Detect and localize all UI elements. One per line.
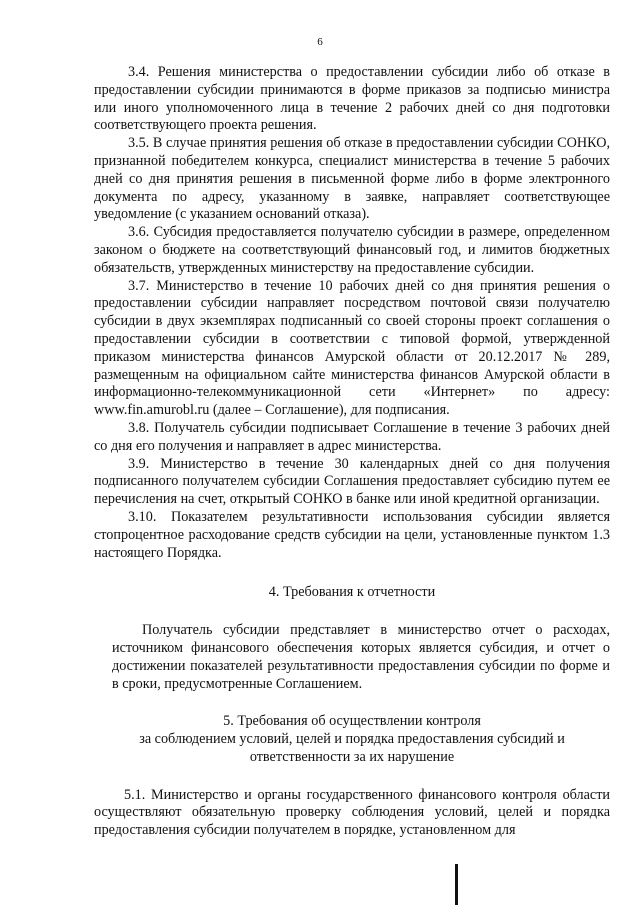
paragraph-3-5: 3.5. В случае принятия решения об отказе в предоставлении субсидии СОНКО, признанной победителем конкурса, специалист министерства в течение 5 рабочих дней со дня принятия решения в письменной форме либо в форме электронного документа по адресу, указанному в заявке, направляет соответствующее уведомление (с указанием оснований отказа). [94, 135, 610, 223]
paragraph-3-6: 3.6. Субсидия предоставляется получателю субсидии в размере, определенном законом о бюджете на соответствующий финансовый год, и лимитов бюджетных обязательств, утвержденных министерству на предоставление субсидии. [94, 224, 610, 276]
section-5-heading-line-3: ответственности за их нарушение [249, 748, 455, 765]
pen-mark [455, 864, 458, 905]
section-4-heading: 4. Требования к отчетности [268, 584, 436, 601]
paragraph-3-9: 3.9. Министерство в течение 30 календарных дней со дня получения подписанного получателем субсидии Соглашения предоставляет субсидию путем ее перечисления на счет, открытый СОНКО в банке или иной кредитной организации. [94, 455, 610, 508]
section-4-text: Получатель субсидии представляет в министерство отчет о расходах, источником финансового обеспечения которых является субсидия, и отчет о достижении показателей результативности предоставления субсидии по форме и в сроки, предусмотренные Соглашением. [112, 622, 610, 692]
paragraph-3-10: 3.10. Показателем результативности использования субсидии является стопроцентное расходование средств субсидии на цели, установленные пунктом 1.3 настоящего Порядка. [94, 508, 610, 561]
section-5-heading [94, 713, 610, 766]
paragraph-3-8: 3.8. Получатель субсидии подписывает Соглашение в течение 3 рабочих дней со дня его получения и направляет в адрес министерства. [94, 419, 610, 454]
paragraph-3-4: 3.4. Решения министерства о предоставлении субсидии либо об отказе в предоставлении субсидии принимаются в форме приказов за подписью министра или иного уполномоченного лица в течение 2 рабочих дней со дня подготовки соответствующего проекта решения. [94, 64, 610, 134]
paragraph-5-1: 5.1. Министерство и органы государственного финансового контроля области осуществляют обязательную проверку соблюдения условий, целей и порядка предоставления субсидии получателем в порядке, установленном для [94, 786, 610, 839]
document-body [94, 64, 610, 840]
page-number: 6 [317, 36, 323, 48]
section-5-heading-line-2: за соблюдением условий, целей и порядка предоставления субсидий и [139, 731, 565, 748]
paragraph-3-7: 3.7. Министерство в течение 10 рабочих дней со дня принятия решения о предоставлении субсидии направляет посредством почтовой связи получателю субсидии в двух экземплярах подписанный со своей стороны проект соглашения о предоставлении субсидии в соответствии с типовой формой, утвержденной приказом министерства финансов Амурской области от 20.12.2017 № 289, размещенным на официальном сайте министерства финансов Амурской области в информационно-телекоммуникационной сети «Интернет» по адресу: www.fin.amurobl.ru (далее – Соглашение), для подписания. [94, 277, 610, 419]
section-5-heading-line-1: 5. Требования об осуществлении контроля [223, 713, 481, 730]
